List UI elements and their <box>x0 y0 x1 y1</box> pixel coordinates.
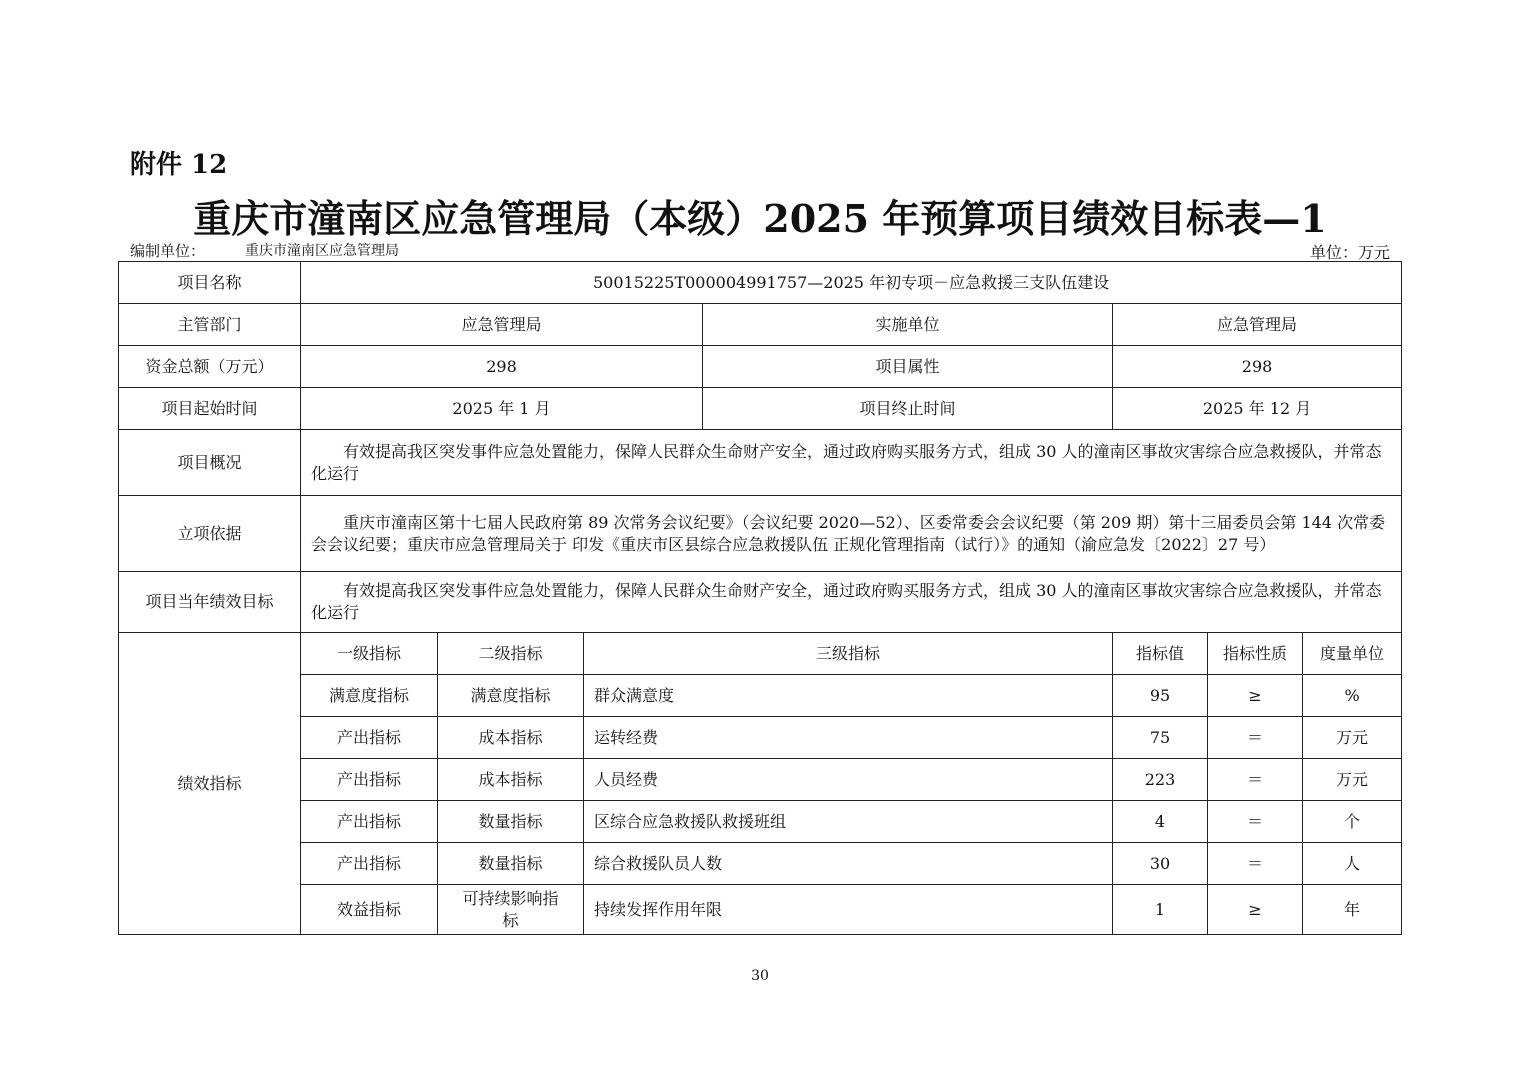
overview-value: 有效提高我区突发事件应急处置能力，保障人民群众生命财产安全，通过政府购买服务方式，组成 30 人的潼南区事故灾害综合应急救援队，并常态化运行 <box>301 430 1402 496</box>
nature-cell: ≥ <box>1208 885 1303 935</box>
header-level3: 三级指标 <box>584 633 1113 675</box>
fund-value: 298 <box>301 346 703 388</box>
level3-cell: 人员经费 <box>584 759 1113 801</box>
basis-value: 重庆市潼南区第十七届人民政府第 89 次常务会议纪要》（会议纪要 2020—52）、区委常委会会议纪要（第 209 期）第十三届委员会第 144 次常委会会议纪要；重庆市应急管理局关于 印发《重庆市区县综合应急救援队伍 正规化管理指南（试行）》的通知（渝应急发〔2022〕27 号） <box>301 496 1402 572</box>
row-project-name <box>119 262 1402 304</box>
end-label: 项目终止时间 <box>703 388 1113 430</box>
fund-label: 资金总额（万元） <box>119 346 301 388</box>
row-overview <box>119 430 1402 496</box>
value-cell: 75 <box>1113 717 1208 759</box>
value-cell: 1 <box>1113 885 1208 935</box>
table-row <box>119 675 1402 717</box>
value-cell: 223 <box>1113 759 1208 801</box>
project-name-value: 50015225T000004991757—2025 年初专项－应急救援三支队伍建设 <box>301 262 1402 304</box>
document-title: 重庆市潼南区应急管理局（本级）2025 年预算项目绩效目标表—1 <box>193 196 1327 241</box>
row-goal <box>119 572 1402 633</box>
level2-cell: 成本指标 <box>438 717 584 759</box>
dept-value: 应急管理局 <box>301 304 703 346</box>
overview-label: 项目概况 <box>119 430 301 496</box>
level1-cell: 效益指标 <box>301 885 438 935</box>
level3-cell: 综合救援队员人数 <box>584 843 1113 885</box>
unit-cell: 人 <box>1303 843 1402 885</box>
unit-cell: 万元 <box>1303 717 1402 759</box>
table-row <box>119 717 1402 759</box>
attachment-label: 附件 12 <box>130 150 228 180</box>
page-number: 30 <box>751 968 769 984</box>
level3-cell: 区综合应急救援队救援班组 <box>584 801 1113 843</box>
start-value: 2025 年 1 月 <box>301 388 703 430</box>
row-dates <box>119 388 1402 430</box>
unit-cell: 年 <box>1303 885 1402 935</box>
level2-cell: 数量指标 <box>438 801 584 843</box>
header-nature: 指标性质 <box>1208 633 1303 675</box>
basis-label: 立项依据 <box>119 496 301 572</box>
impl-value: 应急管理局 <box>1113 304 1402 346</box>
project-name-label: 项目名称 <box>119 262 301 304</box>
org-value: 重庆市潼南区应急管理局 <box>245 243 399 259</box>
attr-label: 项目属性 <box>703 346 1113 388</box>
start-label: 项目起始时间 <box>119 388 301 430</box>
unit-cell: 万元 <box>1303 759 1402 801</box>
level2-cell: 成本指标 <box>438 759 584 801</box>
nature-cell: ≥ <box>1208 675 1303 717</box>
indicators-label: 绩效指标 <box>119 633 301 935</box>
level3-cell: 群众满意度 <box>584 675 1113 717</box>
table-row <box>119 801 1402 843</box>
nature-cell: ＝ <box>1208 717 1303 759</box>
header-level2: 二级指标 <box>438 633 584 675</box>
nature-cell: ＝ <box>1208 759 1303 801</box>
nature-cell: ＝ <box>1208 843 1303 885</box>
dept-label: 主管部门 <box>119 304 301 346</box>
table-row <box>119 759 1402 801</box>
header-unit: 度量单位 <box>1303 633 1402 675</box>
level1-cell: 产出指标 <box>301 717 438 759</box>
level1-cell: 满意度指标 <box>301 675 438 717</box>
level2-cell: 可持续影响指标 <box>438 885 584 935</box>
goal-label: 项目当年绩效目标 <box>119 572 301 633</box>
level2-cell: 数量指标 <box>438 843 584 885</box>
header-level1: 一级指标 <box>301 633 438 675</box>
table-row <box>119 885 1402 935</box>
nature-cell: ＝ <box>1208 801 1303 843</box>
indicator-header-row <box>119 633 1402 675</box>
org-label: 编制单位： <box>130 242 206 260</box>
value-cell: 4 <box>1113 801 1208 843</box>
level1-cell: 产出指标 <box>301 843 438 885</box>
row-basis <box>119 496 1402 572</box>
unit-label: 单位：万元 <box>1309 243 1390 262</box>
impl-label: 实施单位 <box>703 304 1113 346</box>
value-cell: 30 <box>1113 843 1208 885</box>
level1-cell: 产出指标 <box>301 759 438 801</box>
unit-cell: % <box>1303 675 1402 717</box>
value-cell: 95 <box>1113 675 1208 717</box>
end-value: 2025 年 12 月 <box>1113 388 1402 430</box>
level3-cell: 运转经费 <box>584 717 1113 759</box>
level1-cell: 产出指标 <box>301 801 438 843</box>
level3-cell: 持续发挥作用年限 <box>584 885 1113 935</box>
header-value: 指标值 <box>1113 633 1208 675</box>
row-fund <box>119 346 1402 388</box>
performance-table <box>118 261 1402 935</box>
row-department <box>119 304 1402 346</box>
attr-value: 298 <box>1113 346 1402 388</box>
unit-cell: 个 <box>1303 801 1402 843</box>
table-row <box>119 843 1402 885</box>
level2-cell: 满意度指标 <box>438 675 584 717</box>
goal-value: 有效提高我区突发事件应急处置能力，保障人民群众生命财产安全，通过政府购买服务方式，组成 30 人的潼南区事故灾害综合应急救援队，并常态化运行 <box>301 572 1402 633</box>
